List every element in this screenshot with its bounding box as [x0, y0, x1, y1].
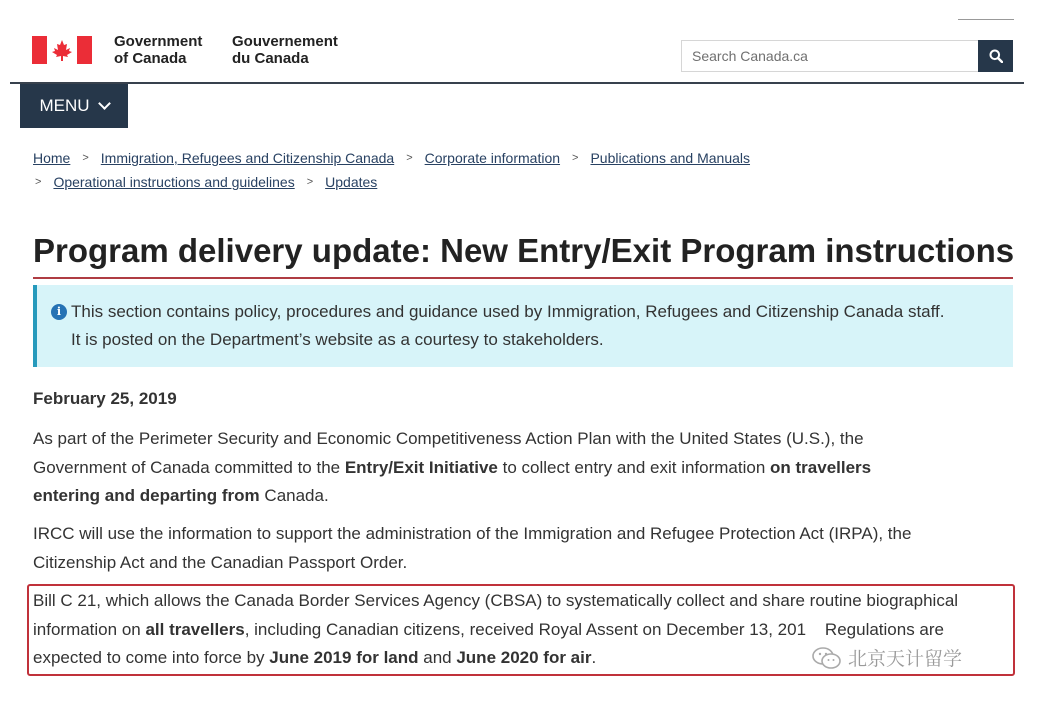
breadcrumb-operational-instructions[interactable]: Operational instructions and guidelines: [53, 174, 295, 190]
chevron-down-icon: [98, 97, 111, 110]
info-alert: [33, 285, 1013, 367]
publication-date: February 25, 2019: [33, 389, 177, 408]
title-underline: [33, 277, 1013, 279]
breadcrumb-separator: >: [306, 176, 314, 188]
breadcrumb-separator: >: [82, 152, 89, 164]
watermark-text: 北京天计留学: [848, 648, 963, 670]
language-toggle-link[interactable]: [958, 14, 1014, 20]
alert-text-line1: This section contains policy, procedures and guidance used by Immigration, Refugees and Citizenship Canada staff.: [71, 302, 945, 321]
header-divider: [10, 82, 1024, 84]
paragraph-line: Bill C 21, which allows the Canada Border Services Agency (CBSA) to systematically collect and share routine biographical: [33, 591, 959, 610]
search-form: [681, 40, 1013, 72]
breadcrumb-separator: >: [406, 152, 413, 164]
paragraph-line: information on all travellers, including Canadian citizens, received Royal Assent on December 13, 201 Regulations are: [33, 619, 944, 639]
site-header: [0, 0, 1044, 84]
breadcrumb-updates[interactable]: Updates: [325, 174, 378, 190]
signature-english: Government of Canada: [114, 33, 203, 67]
breadcrumb-corporate-information[interactable]: Corporate information: [424, 150, 561, 166]
menu-button[interactable]: [20, 84, 128, 128]
breadcrumb-publications-manuals[interactable]: Publications and Manuals: [590, 150, 751, 166]
paragraph-line: IRCC will use the information to support the administration of the Immigration and Refugee Protection Act (IRPA), the: [33, 524, 912, 543]
breadcrumb-home[interactable]: Home: [33, 150, 71, 166]
info-icon: i: [51, 304, 67, 320]
watermark: [812, 644, 962, 671]
breadcrumb: [33, 146, 1013, 194]
paragraph-line: expected to come into force by June 2019 for land and June 2020 for air.: [33, 648, 597, 667]
search-button[interactable]: [978, 40, 1013, 72]
alert-text-line2: It is posted on the Department’s website as a courtesy to stakeholders.: [71, 330, 604, 349]
paragraph-entry-exit-initiative: [33, 425, 1018, 511]
breadcrumb-ircc[interactable]: Immigration, Refugees and Citizenship Canada: [100, 150, 395, 166]
breadcrumb-separator: >: [35, 176, 42, 188]
paragraph-ircc-use: [33, 520, 1018, 577]
canada-flag-logo[interactable]: [32, 36, 92, 64]
page-title: Program delivery update: New Entry/Exit Program instructions: [33, 232, 1015, 269]
search-icon: [989, 49, 1003, 63]
paragraph-line: Government of Canada committed to the Entry/Exit Initiative to collect entry and exit information on travellers: [33, 457, 872, 477]
paragraph-line: Citizenship Act and the Canadian Passport Order.: [33, 552, 408, 572]
wechat-icon: [812, 646, 842, 670]
breadcrumb-separator: >: [572, 152, 579, 164]
menu-label: MENU: [39, 96, 90, 115]
paragraph-line: As part of the Perimeter Security and Economic Competitiveness Action Plan with the United States (U.S.), the: [33, 429, 864, 448]
paragraph-line: entering and departing from Canada.: [33, 486, 329, 505]
search-input[interactable]: [681, 40, 978, 72]
signature-french: Gouvernement du Canada: [232, 33, 338, 67]
